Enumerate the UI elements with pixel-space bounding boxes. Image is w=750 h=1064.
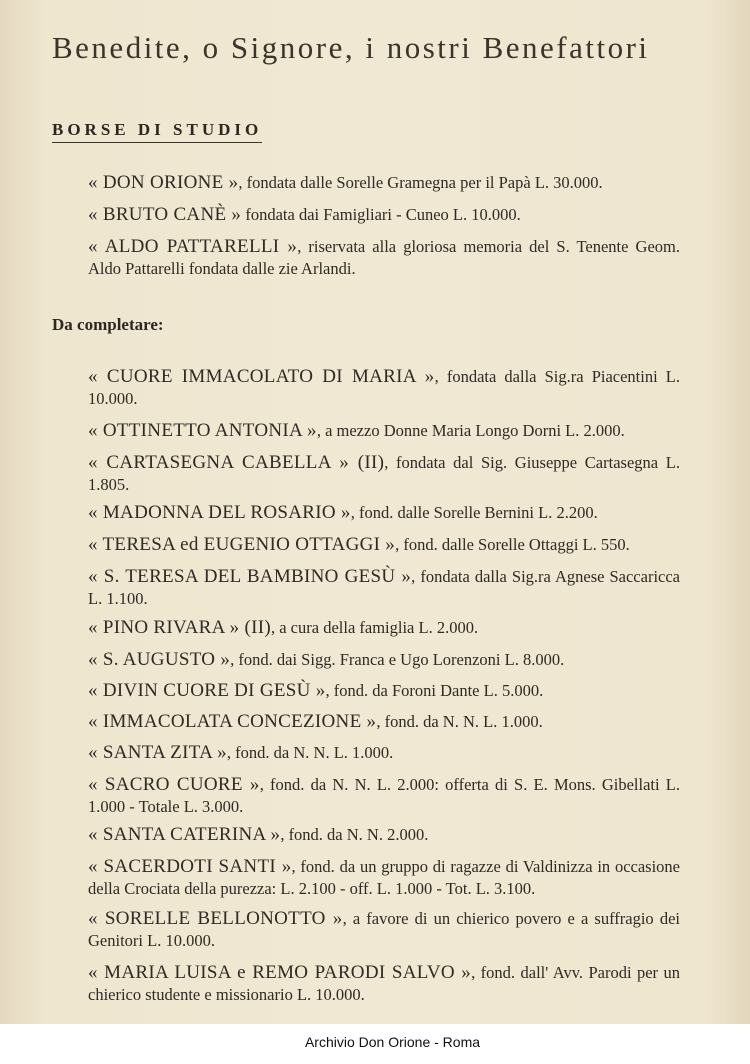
list-item (88, 534, 680, 556)
entry-text: , fond. dai Sigg. Franca e Ugo Lorenzoni L. 8.000. (230, 650, 565, 669)
list-item (88, 680, 680, 702)
entry-text: , fond. dalle Sorelle Ottaggi L. 550. (395, 535, 630, 554)
entry-text: , fond. da Foroni Dante L. 5.000. (325, 681, 544, 700)
entry-text: fondata dai Famigliari - Cuneo L. 10.000. (241, 205, 521, 224)
entry-text: , fond. da N. N. 2.000. (280, 825, 429, 844)
entry-name: « SORELLE BELLONOTTO » (88, 908, 343, 929)
entry-text: , fond. dalle Sorelle Bernini L. 2.200. (350, 503, 598, 522)
entry-text: , fondata dalle Sorelle Gramegna per il Papà L. 30.000. (238, 173, 603, 192)
entry-name: « CUORE IMMACOLATO DI MARIA » (88, 366, 435, 387)
archive-footer (0, 1024, 750, 1064)
entry-name: « IMMACOLATA CONCEZIONE » (88, 711, 377, 732)
list-item (88, 452, 680, 496)
entry-name: « TERESA ed EUGENIO OTTAGGI » (88, 534, 396, 555)
entry-name: « PINO RIVARA » (II) (88, 617, 271, 638)
entry-text: , fondata dalla Sig.ra Agnese Saccaricca L. 1.100. (88, 567, 680, 608)
section-title-borse: BORSE DI STUDIO (52, 120, 262, 143)
entry-text: , riservata alla gloriosa memoria del S. Tenente Geom. Aldo Pattarelli fondata dalle zie Arlandi. (88, 237, 680, 278)
list-item (88, 172, 680, 194)
page-title: Benedite, o Signore, i nostri Benefattori (52, 30, 650, 65)
entry-name: « CARTASEGNA CABELLA » (II) (88, 452, 385, 473)
list-item (88, 962, 680, 1006)
list-item (88, 420, 680, 442)
entry-text: , fond. dall' Avv. Parodi per un chierico studente e missionario L. 10.000. (88, 963, 680, 1004)
entry-text: , fond. da N. N. L. 1.000. (376, 712, 543, 731)
entry-name: « MADONNA DEL ROSARIO » (88, 502, 351, 523)
entry-text: , fond. da N. N. L. 1.000. (226, 743, 394, 762)
list-item (88, 617, 680, 639)
list-item (88, 908, 680, 952)
list-item (88, 204, 680, 226)
entry-name: « DIVIN CUORE DI GESÙ » (88, 680, 326, 701)
entry-text: , a mezzo Donne Maria Longo Dorni L. 2.000. (316, 421, 625, 440)
list-item (88, 366, 680, 410)
entry-name: « SANTA ZITA » (88, 742, 227, 763)
footer-text: Archivio Don Orione - Roma (304, 1034, 481, 1050)
list-item (88, 774, 680, 818)
list-item (88, 649, 680, 671)
list-item (88, 742, 680, 764)
list-item (88, 824, 680, 846)
list-item (88, 856, 680, 900)
entry-text: , a cura della famiglia L. 2.000. (270, 618, 479, 637)
entry-name: « DON ORIONE » (88, 172, 239, 193)
entry-text: , fond. da un gruppo di ragazze di Valdinizza in occasione della Crociata della purezza: L. 2.100 - off. L. 1.000 - Tot. L. 3.100. (88, 857, 680, 898)
entry-text: , fond. da N. N. L. 2.000: offerta di S. E. Mons. Gibellati L. 1.000 - Totale L. 3.000. (88, 775, 680, 816)
list-item (88, 236, 680, 280)
entry-name: « BRUTO CANÈ » (88, 204, 242, 225)
entry-name: « OTTINETTO ANTONIA » (88, 420, 317, 441)
list-item (88, 711, 680, 733)
entry-name: « SANTA CATERINA » (88, 824, 281, 845)
entry-text: , a favore di un chierico povero e a suffragio dei Genitori L. 10.000. (88, 909, 680, 950)
section-title-completare: Da completare: (52, 315, 164, 334)
entry-name: « SACRO CUORE » (88, 774, 260, 795)
entry-text: , fondata dal Sig. Giuseppe Cartasegna L. 1.805. (88, 453, 680, 494)
entry-name: « ALDO PATTARELLI » (88, 236, 298, 257)
entry-name: « MARIA LUISA e REMO PARODI SALVO » (88, 962, 472, 983)
entry-text: , fondata dalla Sig.ra Piacentini L. 10.000. (88, 367, 680, 408)
list-item (88, 566, 680, 610)
entry-name: « SACERDOTI SANTI » (88, 856, 292, 877)
list-item (88, 502, 680, 524)
entry-name: « S. TERESA DEL BAMBINO GESÙ » (88, 566, 412, 587)
entry-name: « S. AUGUSTO » (88, 649, 231, 670)
